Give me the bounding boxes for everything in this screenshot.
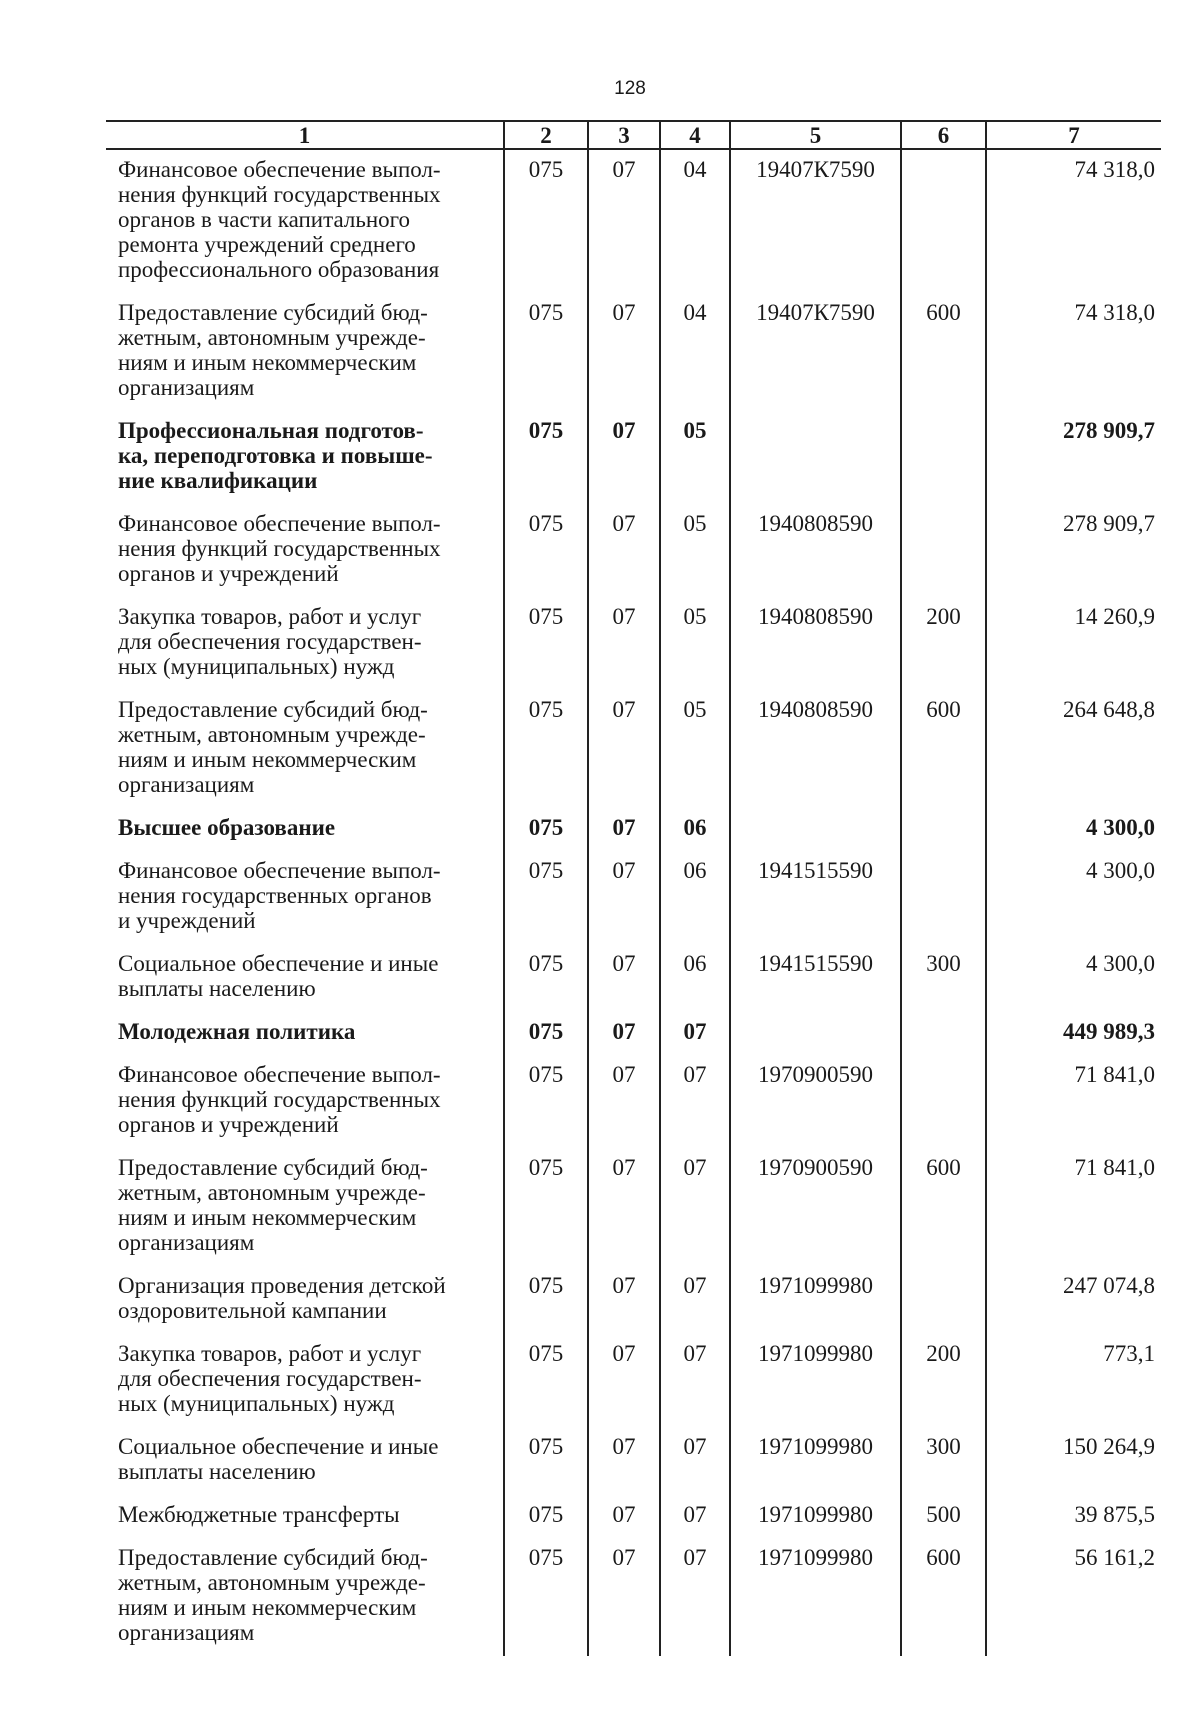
row-name: Социальное обеспечение и иные выплаты населению — [118, 951, 439, 1001]
row-name: Межбюджетные трансферты — [118, 1502, 400, 1527]
table-row — [106, 851, 1161, 944]
cell-code-3: 07 — [588, 1266, 660, 1334]
cell-code-2: 075 — [504, 690, 588, 808]
cell-code-5: 1970900590 — [730, 1055, 901, 1148]
page-number: 128 — [614, 78, 646, 99]
table-row — [106, 293, 1161, 411]
table-row — [106, 1266, 1161, 1334]
cell-code-3: 07 — [588, 944, 660, 1012]
cell-code-5: 1971099980 — [730, 1538, 901, 1656]
table-row — [106, 1055, 1161, 1148]
cell-code-6 — [901, 1266, 986, 1334]
row-name: Финансовое обеспечение выпол- нения функций государственных органов и учреждений — [118, 511, 441, 586]
budget-table — [106, 120, 1161, 1656]
cell-code-4: 07 — [660, 1148, 730, 1266]
cell-code-4: 05 — [660, 597, 730, 690]
row-name: Закупка товаров, работ и услуг для обеспечения государствен- ных (муниципальных) нужд — [118, 1341, 422, 1416]
cell-code-6: 500 — [901, 1495, 986, 1538]
cell-code-2: 075 — [504, 1495, 588, 1538]
cell-code-2: 075 — [504, 1427, 588, 1495]
cell-code-4: 07 — [660, 1334, 730, 1427]
cell-code-6 — [901, 149, 986, 293]
cell-code-2: 075 — [504, 1334, 588, 1427]
cell-code-3: 07 — [588, 597, 660, 690]
cell-code-4: 04 — [660, 293, 730, 411]
row-name: Предоставление субсидий бюд- жетным, автономным учрежде- ниям и иным некоммерческим организациям — [118, 1155, 428, 1255]
row-name: Финансовое обеспечение выпол- нения функций государственных органов в части капитального ремонта учреждений среднего профессионального образования — [118, 157, 441, 282]
table-row — [106, 1334, 1161, 1427]
row-name: Профессиональная подготов- ка, переподготовка и повыше- ние квалификации — [118, 418, 433, 493]
cell-code-6 — [901, 1012, 986, 1055]
cell-amount: 74 318,0 — [986, 149, 1161, 293]
cell-code-5: 19407К7590 — [730, 293, 901, 411]
cell-code-4: 07 — [660, 1012, 730, 1055]
cell-code-3: 07 — [588, 1012, 660, 1055]
cell-amount: 278 909,7 — [986, 411, 1161, 504]
cell-code-6: 300 — [901, 1427, 986, 1495]
cell-amount: 74 318,0 — [986, 293, 1161, 411]
row-name: Организация проведения детской оздоровительной кампании — [118, 1273, 446, 1323]
table-row — [106, 411, 1161, 504]
cell-code-6: 600 — [901, 1538, 986, 1656]
cell-code-6: 600 — [901, 293, 986, 411]
column-header: 1 — [106, 121, 504, 149]
cell-code-4: 06 — [660, 851, 730, 944]
table-row — [106, 944, 1161, 1012]
header-row — [106, 121, 1161, 149]
table-row — [106, 1427, 1161, 1495]
table-row — [106, 1148, 1161, 1266]
cell-code-2: 075 — [504, 808, 588, 851]
cell-amount: 773,1 — [986, 1334, 1161, 1427]
cell-code-3: 07 — [588, 808, 660, 851]
cell-code-3: 07 — [588, 1055, 660, 1148]
cell-code-6 — [901, 504, 986, 597]
cell-code-3: 07 — [588, 1334, 660, 1427]
cell-code-3: 07 — [588, 149, 660, 293]
row-name: Финансовое обеспечение выпол- нения функций государственных органов и учреждений — [118, 1062, 441, 1137]
cell-code-2: 075 — [504, 1538, 588, 1656]
cell-code-4: 05 — [660, 411, 730, 504]
cell-code-4: 07 — [660, 1266, 730, 1334]
cell-code-2: 075 — [504, 1055, 588, 1148]
table-row — [106, 1012, 1161, 1055]
cell-code-5: 1971099980 — [730, 1495, 901, 1538]
column-header: 7 — [986, 121, 1161, 149]
cell-amount: 39 875,5 — [986, 1495, 1161, 1538]
table-body — [106, 149, 1161, 1656]
cell-code-4: 06 — [660, 808, 730, 851]
cell-code-3: 07 — [588, 1148, 660, 1266]
cell-code-5: 1971099980 — [730, 1334, 901, 1427]
column-header: 2 — [504, 121, 588, 149]
cell-code-2: 075 — [504, 851, 588, 944]
table-row — [106, 597, 1161, 690]
cell-code-6 — [901, 808, 986, 851]
cell-code-2: 075 — [504, 149, 588, 293]
cell-code-3: 07 — [588, 1427, 660, 1495]
cell-amount: 449 989,3 — [986, 1012, 1161, 1055]
cell-code-4: 07 — [660, 1538, 730, 1656]
cell-code-6 — [901, 851, 986, 944]
cell-code-5: 1970900590 — [730, 1148, 901, 1266]
table-row — [106, 504, 1161, 597]
cell-amount: 4 300,0 — [986, 808, 1161, 851]
cell-amount: 150 264,9 — [986, 1427, 1161, 1495]
cell-amount: 71 841,0 — [986, 1148, 1161, 1266]
cell-code-6: 200 — [901, 597, 986, 690]
row-name: Молодежная политика — [118, 1019, 356, 1044]
cell-code-3: 07 — [588, 411, 660, 504]
cell-code-6 — [901, 411, 986, 504]
cell-code-5 — [730, 411, 901, 504]
cell-code-4: 07 — [660, 1495, 730, 1538]
cell-code-5: 1941515590 — [730, 944, 901, 1012]
cell-code-5: 1971099980 — [730, 1266, 901, 1334]
cell-amount: 4 300,0 — [986, 851, 1161, 944]
table-row — [106, 690, 1161, 808]
cell-code-6: 300 — [901, 944, 986, 1012]
cell-amount: 56 161,2 — [986, 1538, 1161, 1656]
cell-code-5: 1941515590 — [730, 851, 901, 944]
cell-code-2: 075 — [504, 293, 588, 411]
column-header: 5 — [730, 121, 901, 149]
cell-amount: 278 909,7 — [986, 504, 1161, 597]
row-name: Высшее образование — [118, 815, 336, 840]
cell-code-3: 07 — [588, 504, 660, 597]
table-row — [106, 1495, 1161, 1538]
row-name: Предоставление субсидий бюд- жетным, автономным учрежде- ниям и иным некоммерческим организациям — [118, 300, 428, 400]
cell-code-5: 1940808590 — [730, 504, 901, 597]
table-row — [106, 149, 1161, 293]
cell-code-3: 07 — [588, 690, 660, 808]
cell-code-3: 07 — [588, 293, 660, 411]
column-header: 6 — [901, 121, 986, 149]
cell-code-6 — [901, 1055, 986, 1148]
column-header: 4 — [660, 121, 730, 149]
cell-amount: 247 074,8 — [986, 1266, 1161, 1334]
cell-code-2: 075 — [504, 411, 588, 504]
cell-code-5: 1940808590 — [730, 597, 901, 690]
cell-code-6: 200 — [901, 1334, 986, 1427]
cell-code-4: 06 — [660, 944, 730, 1012]
cell-code-6: 600 — [901, 1148, 986, 1266]
cell-code-4: 07 — [660, 1055, 730, 1148]
cell-amount: 14 260,9 — [986, 597, 1161, 690]
cell-code-5 — [730, 808, 901, 851]
row-name: Предоставление субсидий бюд- жетным, автономным учрежде- ниям и иным некоммерческим организациям — [118, 697, 428, 797]
cell-amount: 71 841,0 — [986, 1055, 1161, 1148]
table-row — [106, 808, 1161, 851]
cell-code-4: 05 — [660, 504, 730, 597]
cell-code-4: 05 — [660, 690, 730, 808]
cell-code-2: 075 — [504, 504, 588, 597]
cell-code-2: 075 — [504, 1012, 588, 1055]
cell-code-6: 600 — [901, 690, 986, 808]
table-row — [106, 1538, 1161, 1656]
cell-code-5: 1971099980 — [730, 1427, 901, 1495]
cell-code-4: 04 — [660, 149, 730, 293]
cell-amount: 4 300,0 — [986, 944, 1161, 1012]
row-name: Финансовое обеспечение выпол- нения государственных органов и учреждений — [118, 858, 441, 933]
cell-code-3: 07 — [588, 1495, 660, 1538]
cell-code-2: 075 — [504, 1266, 588, 1334]
cell-code-3: 07 — [588, 851, 660, 944]
cell-code-2: 075 — [504, 597, 588, 690]
column-header: 3 — [588, 121, 660, 149]
cell-code-3: 07 — [588, 1538, 660, 1656]
cell-code-2: 075 — [504, 1148, 588, 1266]
cell-code-2: 075 — [504, 944, 588, 1012]
cell-code-5: 19407К7590 — [730, 149, 901, 293]
cell-code-4: 07 — [660, 1427, 730, 1495]
row-name: Закупка товаров, работ и услуг для обеспечения государствен- ных (муниципальных) нужд — [118, 604, 422, 679]
cell-code-5 — [730, 1012, 901, 1055]
cell-amount: 264 648,8 — [986, 690, 1161, 808]
row-name: Социальное обеспечение и иные выплаты населению — [118, 1434, 439, 1484]
cell-code-5: 1940808590 — [730, 690, 901, 808]
row-name: Предоставление субсидий бюд- жетным, автономным учрежде- ниям и иным некоммерческим организациям — [118, 1545, 428, 1645]
